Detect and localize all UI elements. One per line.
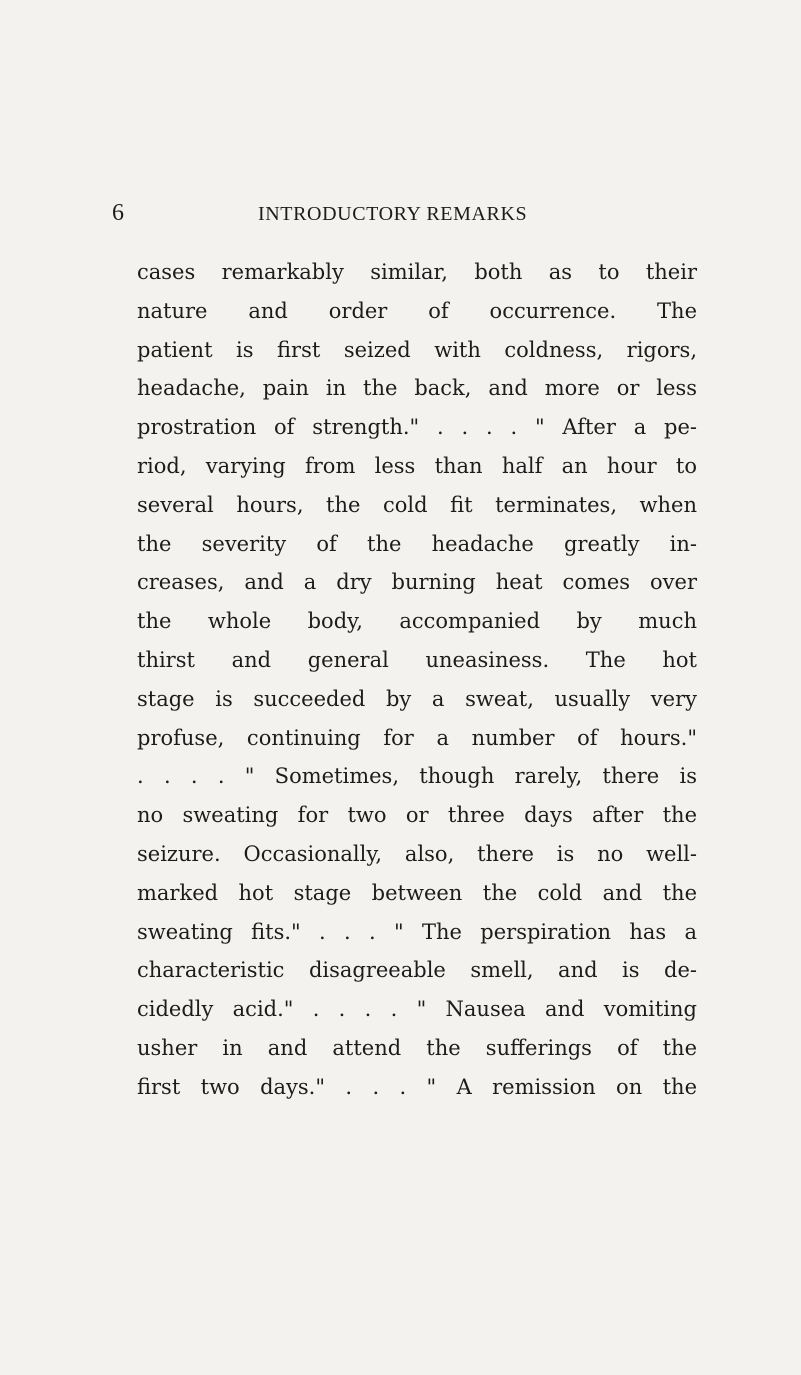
text-line: usher in and attend the sufferings of the [137,1035,697,1060]
body-text [137,253,697,1107]
text-line: creases, and a dry burning heat comes over [137,570,697,595]
text-line: patient is first seized with coldness, rigors, [137,337,697,362]
text-line: sweating fits." . . . " The perspiration has a [137,919,697,944]
text-line: the whole body, accompanied by much [137,609,697,634]
text-line: headache, pain in the back, and more or less [137,376,697,401]
text-line: cases remarkably similar, both as to their [137,260,697,284]
text-line: profuse, continuing for a number of hours." [137,725,697,750]
text-line: several hours, the cold fit terminates, when [137,492,697,517]
text-line: cidedly acid." . . . . " Nausea and vomiting [137,997,697,1022]
text-line: nature and order of occurrence. The [137,298,697,323]
page-number: 6 [112,200,124,226]
text-line: no sweating for two or three days after the [137,803,697,828]
text-line: prostration of strength." . . . . " After a pe- [137,415,697,440]
text-line: stage is succeeded by a sweat, usually very [137,686,697,711]
text-line: thirst and general uneasiness. The hot [137,647,697,672]
running-head: INTRODUCTORY REMARKS [258,203,528,225]
text-line: characteristic disagreeable smell, and is de- [137,958,697,983]
text-line: marked hot stage between the cold and the [137,880,697,905]
text-line: . . . . " Sometimes, though rarely, there is [137,764,697,789]
text-line: seizure. Occasionally, also, there is no well- [137,841,697,866]
page-header [0,200,801,226]
text-line: riod, varying from less than half an hour to [137,453,697,478]
text-line: first two days." . . . " A remission on the [137,1074,697,1099]
text-line: the severity of the headache greatly in- [137,531,697,556]
